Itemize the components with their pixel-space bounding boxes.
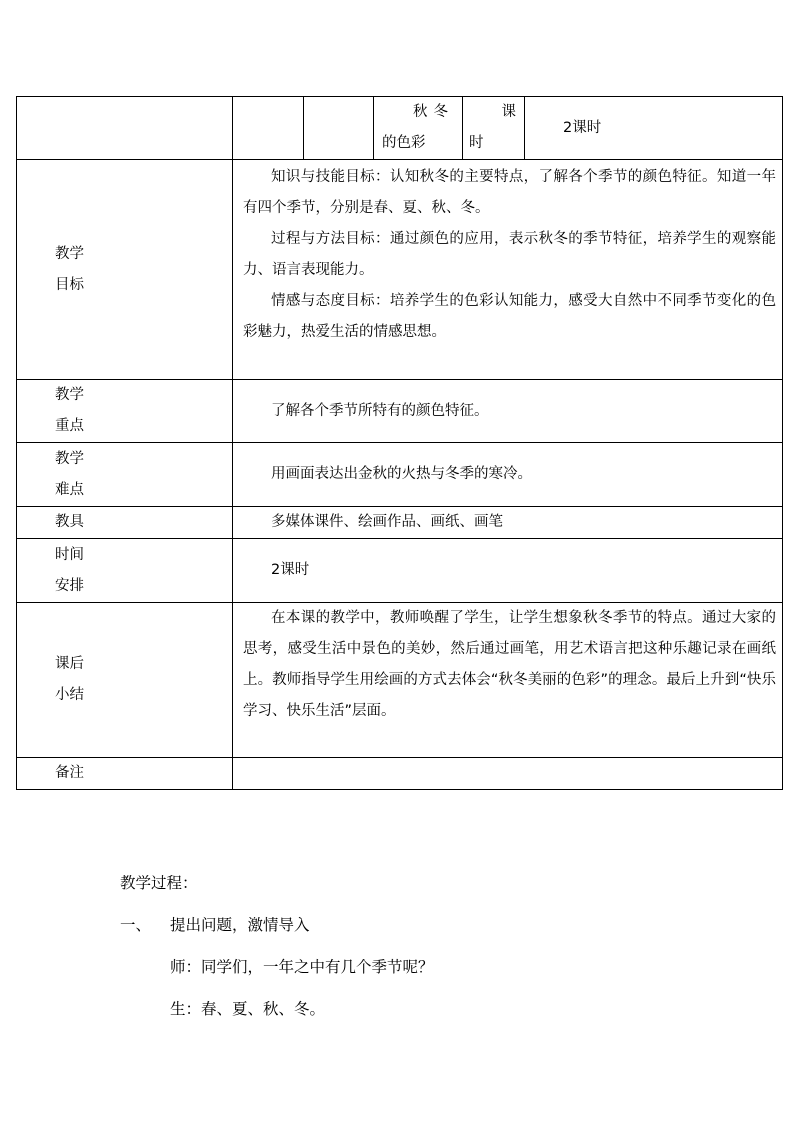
- goal-paragraph-emotion: 情感与态度目标：培养学生的色彩认知能力，感受大自然中不同季节变化的色彩魅力，热爱生活的情感思想。: [243, 293, 776, 340]
- class-hours-label-line2: 时: [469, 135, 484, 151]
- table-row-key-points: [17, 380, 783, 443]
- summary-text: 在本课的教学中，教师唤醒了学生，让学生想象秋冬季节的特点。通过大家的思考，感受生活中景色的美妙，然后通过画笔，用艺术语言把这种乐趣记录在画纸上。教师指导学生用绘画的方式去体会“秋冬美丽的色彩”的理念。最后上升到“快乐学习、快乐生活”层面。: [243, 610, 776, 719]
- row-label-notes: [17, 758, 233, 790]
- row-label-line1: 课后: [55, 656, 84, 672]
- section-title: 提出问题，激情导入: [170, 916, 310, 934]
- row-label-summary: [17, 603, 233, 758]
- lesson-plan-table: [16, 96, 783, 790]
- table-row-goals: [17, 160, 783, 380]
- lesson-title-line2: 的色彩: [382, 135, 426, 151]
- goal-paragraph-process: 过程与方法目标：通过颜色的应用，表示秋冬的季节特征，培养学生的观察能力、语言表现能力。: [243, 231, 776, 278]
- lesson-title-cell: [374, 97, 463, 160]
- section-number: 一、: [120, 916, 152, 934]
- row-label-line2: 难点: [55, 481, 84, 498]
- row-content-schedule: [233, 539, 783, 603]
- row-label-line2: 目标: [55, 276, 84, 293]
- key-points-text: 了解各个季节所特有的颜色特征。: [271, 402, 489, 419]
- table-row-summary: [17, 603, 783, 758]
- row-label-line1: 教具: [55, 514, 84, 530]
- teaching-process-section: [120, 868, 760, 1036]
- student-dialogue-line: 生：春、夏、秋、冬。: [170, 1000, 326, 1018]
- row-label-line2: 重点: [55, 418, 84, 434]
- row-content-materials: [233, 507, 783, 539]
- lesson-title-line1: 秋冬: [413, 104, 454, 120]
- goal-paragraph-knowledge: 知识与技能目标：认知秋冬的主要特点，了解各个季节的颜色特征。知道一年有四个季节，分别是春、夏、秋、冬。: [243, 169, 776, 216]
- row-label-line1: 备注: [55, 765, 84, 781]
- row-content-goals: [233, 160, 783, 380]
- row-content-notes: [233, 758, 783, 790]
- row-label-difficulties: [17, 443, 233, 507]
- row-label-goals: [17, 160, 233, 380]
- header-empty-cell-2: [233, 97, 304, 160]
- row-label-materials: [17, 507, 233, 539]
- row-content-summary: [233, 603, 783, 758]
- row-label-key-points: [17, 380, 233, 443]
- row-content-key-points: [233, 380, 783, 443]
- class-hours-label-line1: 课: [501, 104, 516, 120]
- process-section-title-line: [120, 910, 760, 952]
- class-hours-value: 2课时: [525, 97, 783, 160]
- class-hours-label-cell: [463, 97, 525, 160]
- table-row-notes: [17, 758, 783, 790]
- difficulties-text: 用画面表达出金秋的火热与冬季的寒冷。: [271, 466, 532, 482]
- process-heading: 教学过程：: [120, 874, 198, 892]
- row-label-line2: 安排: [55, 577, 84, 594]
- header-empty-cell-3: [304, 97, 374, 160]
- row-label-line1: 教学: [55, 387, 84, 403]
- row-content-difficulties: [233, 443, 783, 507]
- row-label-schedule: [17, 539, 233, 603]
- schedule-text: 2课时: [271, 562, 310, 578]
- table-row-materials: [17, 507, 783, 539]
- header-empty-cell-1: [17, 97, 233, 160]
- materials-text: 多媒体课件、绘画作品、画纸、画笔: [271, 514, 503, 530]
- row-label-line1: 教学: [55, 245, 84, 262]
- table-row-schedule: [17, 539, 783, 603]
- row-label-line1: 时间: [55, 546, 84, 563]
- table-header-row: [17, 97, 783, 160]
- row-label-line2: 小结: [55, 687, 84, 703]
- row-label-line1: 教学: [55, 450, 84, 467]
- table-row-difficulties: [17, 443, 783, 507]
- teacher-dialogue-line: 师：同学们，一年之中有几个季节呢？: [170, 958, 434, 976]
